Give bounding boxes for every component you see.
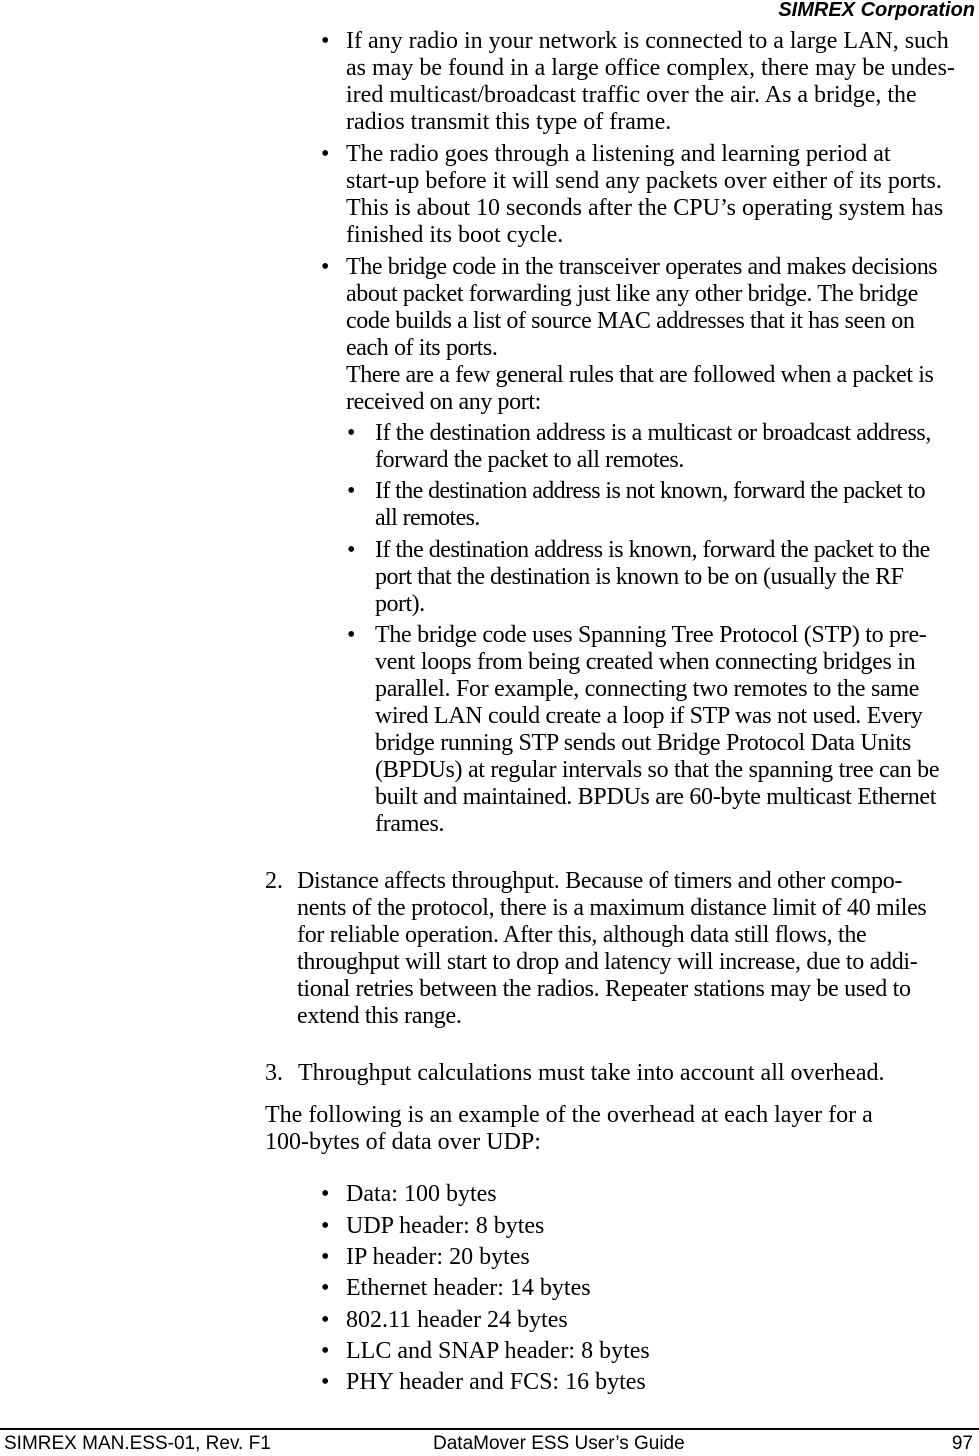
overhead-item-text: PHY header and FCS: 16 bytes bbox=[346, 1369, 646, 1395]
overhead-item bbox=[321, 1369, 921, 1396]
bullet-icon: • bbox=[321, 1338, 330, 1364]
numbered-item bbox=[265, 868, 979, 1030]
header-brand: SIMREX Corporation bbox=[778, 0, 975, 21]
list-item-line: as may be found in a large office complex, there may be undes- bbox=[346, 55, 955, 81]
overhead-item bbox=[321, 1244, 921, 1271]
bullet-icon: • bbox=[321, 1244, 330, 1270]
list-item bbox=[321, 141, 979, 249]
item-number: 2. bbox=[265, 868, 283, 894]
list-item-line: code builds a list of source MAC addresses that it has seen on bbox=[346, 308, 915, 334]
list-item-line: all remotes. bbox=[375, 505, 480, 531]
overhead-item-text: 802.11 header 24 bytes bbox=[346, 1307, 568, 1333]
list-item-line: Distance affects throughput. Because of timers and other compo- bbox=[297, 868, 903, 894]
overhead-item bbox=[321, 1338, 921, 1365]
list-item-line: radios transmit this type of frame. bbox=[346, 109, 672, 135]
paragraph-line: 100-bytes of data over UDP: bbox=[265, 1129, 541, 1155]
list-item-line: each of its ports. bbox=[346, 335, 498, 361]
example-intro bbox=[265, 1102, 979, 1156]
sub-list-item bbox=[347, 537, 979, 618]
sub-list-item bbox=[347, 478, 979, 532]
overhead-item-text: Data: 100 bytes bbox=[346, 1181, 497, 1207]
list-item-line: If any radio in your network is connected to a large LAN, such bbox=[346, 28, 949, 54]
footer-doc-id: SIMREX MAN.ESS-01, Rev. F1 bbox=[4, 1433, 271, 1454]
list-item-line: If the destination address is a multicast or broadcast address, bbox=[375, 420, 931, 446]
list-item-line: start-up before it will send any packets over either of its ports. bbox=[346, 168, 942, 194]
footer-title: DataMover ESS User’s Guide bbox=[433, 1433, 685, 1454]
sub-list-item bbox=[347, 622, 979, 838]
bullet-icon: • bbox=[321, 1369, 330, 1395]
list-item-line: wired LAN could create a loop if STP was not used. Every bbox=[375, 703, 923, 729]
overhead-item-text: LLC and SNAP header: 8 bytes bbox=[346, 1338, 650, 1364]
list-item-line: about packet forwarding just like any other bridge. The bridge bbox=[346, 281, 918, 307]
list-item-line: port). bbox=[375, 591, 425, 617]
bullet-icon: • bbox=[321, 1181, 330, 1207]
numbered-item bbox=[265, 1060, 979, 1087]
bullet-icon: • bbox=[347, 478, 356, 504]
list-item-line: frames. bbox=[375, 811, 445, 837]
list-item-line: There are a few general rules that are followed when a packet is bbox=[346, 362, 934, 388]
list-item-line: nents of the protocol, there is a maximum distance limit of 40 miles bbox=[297, 895, 927, 921]
bullet-icon: • bbox=[347, 622, 356, 648]
overhead-item bbox=[321, 1181, 921, 1208]
list-item-line: for reliable operation. After this, although data still flows, the bbox=[297, 922, 867, 948]
list-item-line: vent loops from being created when connecting bridges in bbox=[375, 649, 916, 675]
list-item-line: ired multicast/broadcast traffic over the air. As a bridge, the bbox=[346, 82, 917, 108]
list-item-line: The bridge code in the transceiver operates and makes decisions bbox=[346, 254, 938, 280]
list-item-line: bridge running STP sends out Bridge Protocol Data Units bbox=[375, 730, 911, 756]
list-item-line: Throughput calculations must take into account all overhead. bbox=[298, 1060, 885, 1086]
list-item-line: built and maintained. BPDUs are 60-byte multicast Ethernet bbox=[375, 784, 937, 810]
item-number: 3. bbox=[265, 1060, 283, 1086]
list-item bbox=[321, 254, 979, 416]
footer-divider bbox=[0, 1428, 979, 1430]
list-item-line: tional retries between the radios. Repeater stations may be used to bbox=[297, 976, 911, 1002]
list-item-line: finished its boot cycle. bbox=[346, 222, 564, 248]
overhead-item bbox=[321, 1307, 921, 1334]
bullet-icon: • bbox=[347, 420, 356, 446]
overhead-item-text: Ethernet header: 14 bytes bbox=[346, 1275, 591, 1301]
list-item-line: received on any port: bbox=[346, 389, 541, 415]
bullet-icon: • bbox=[321, 1307, 330, 1333]
list-item-line: forward the packet to all remotes. bbox=[375, 447, 684, 473]
bullet-icon: • bbox=[347, 537, 356, 563]
overhead-item bbox=[321, 1275, 921, 1302]
overhead-item-text: IP header: 20 bytes bbox=[346, 1244, 530, 1270]
footer-page-number: 97 bbox=[951, 1433, 973, 1454]
list-item-line: (BPDUs) at regular intervals so that the spanning tree can be bbox=[375, 757, 940, 783]
overhead-item bbox=[321, 1213, 921, 1240]
list-item-line: The bridge code uses Spanning Tree Protocol (STP) to pre- bbox=[375, 622, 927, 648]
list-item-line: extend this range. bbox=[297, 1003, 462, 1029]
list-item-line: If the destination address is known, forward the packet to the bbox=[375, 537, 930, 563]
overhead-item-text: UDP header: 8 bytes bbox=[346, 1213, 545, 1239]
bullet-icon: • bbox=[321, 1275, 330, 1301]
list-item-line: throughput will start to drop and latency will increase, due to addi- bbox=[297, 949, 918, 975]
bullet-icon: • bbox=[321, 1213, 330, 1239]
list-item-line: parallel. For example, connecting two remotes to the same bbox=[375, 676, 920, 702]
sub-list-item bbox=[347, 420, 979, 474]
list-item-line: port that the destination is known to be on (usually the RF bbox=[375, 564, 904, 590]
bullet-icon: • bbox=[321, 254, 330, 280]
list-item-line: The radio goes through a listening and learning period at bbox=[346, 141, 891, 167]
bullet-icon: • bbox=[321, 141, 330, 167]
bullet-icon: • bbox=[321, 28, 330, 54]
list-item bbox=[321, 28, 979, 136]
list-item-line: If the destination address is not known, forward the packet to bbox=[375, 478, 925, 504]
list-item-line: This is about 10 seconds after the CPU’s operating system has bbox=[346, 195, 944, 221]
paragraph-line: The following is an example of the overhead at each layer for a bbox=[265, 1102, 873, 1128]
